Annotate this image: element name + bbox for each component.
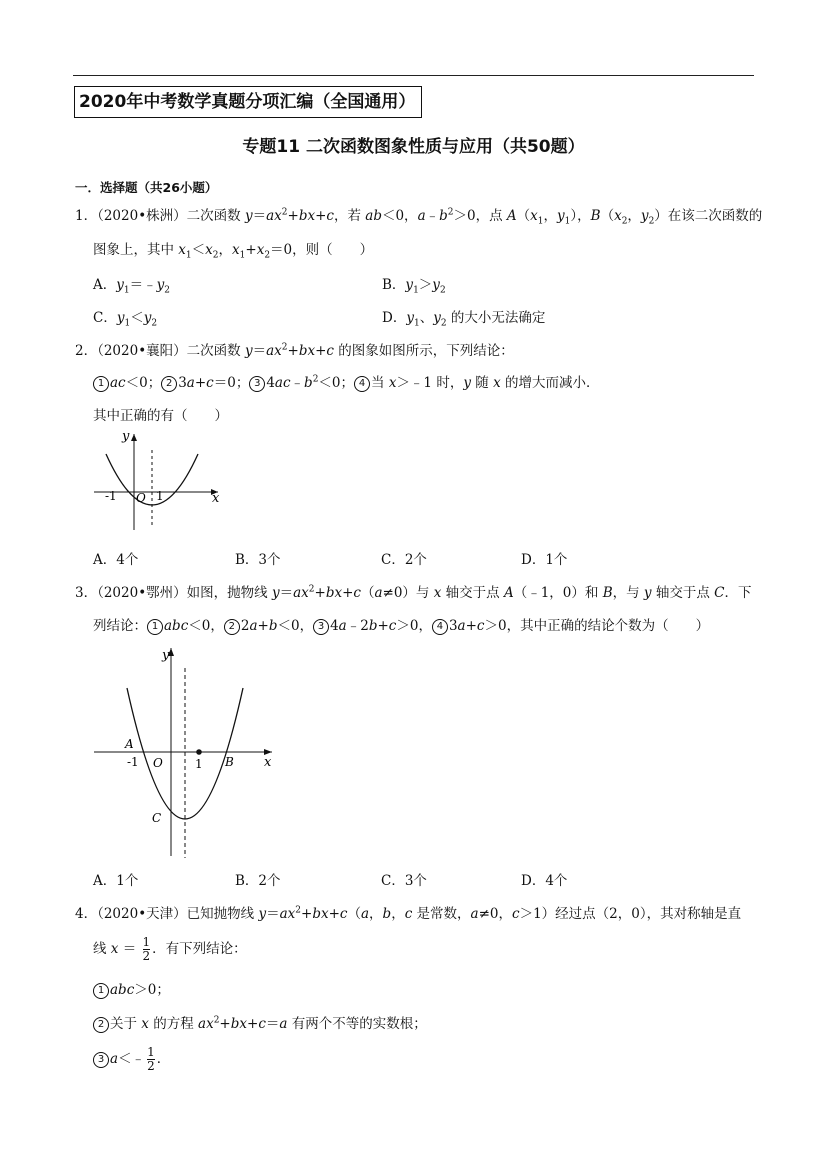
question-3-line-2: 列结论： 1 abc＜0， 2 2a+b＜0， 3 4a﹣2b+c＞0， 4 3a+c＞0，其中正确的结论个数为（ ） (93, 618, 710, 634)
q1-option-c[interactable]: C．$y_1<y_2$ (93, 310, 158, 329)
q3-tick-one: 1 (195, 757, 203, 771)
q2-option-b[interactable]: B．3个 (235, 552, 281, 568)
q3-option-a[interactable]: A．1个 (93, 873, 139, 889)
q2-y-label: y (122, 429, 130, 444)
q1-option-b[interactable]: B．$y_1>y_2$ (382, 277, 446, 296)
q2-source: 2．（2020•襄阳） (75, 343, 187, 359)
q4-statement-1: 1 abc＞0； (93, 981, 170, 999)
q3-option-c[interactable]: C．3个 (381, 873, 427, 889)
q1-source: 1．（2020•株洲） (75, 208, 187, 224)
q1-option-c-label: C． (93, 310, 117, 326)
question-2-prompt: 其中正确的有（ ） (93, 408, 228, 424)
q2-y-axis-arrow (131, 434, 137, 441)
question-3-line-1: 3．（2020•鄂州）如图，抛物线 $y=ax^2+bx+c(a\ne 0)$与 x 轴交于点 A（﹣1，0）和 B，与 y 轴交于点 C．下 (75, 584, 752, 601)
q3-origin-label: O (153, 756, 163, 770)
q2-parabola (106, 454, 198, 505)
question-1-line-1: 1．（2020•株洲）二次函数 $y=ax^2+bx+c$，若 ab＜0，$a﹣b^2>0$，点 $A(x_1$，$y_1$），$B(x_2$，$y_2$）在该二次函数的 (75, 207, 763, 227)
q4-statement-3: 3 a＜﹣ $\frac{1}{2}$ ． (93, 1044, 170, 1074)
top-rule (73, 75, 754, 76)
question-2-line-1: 2．（2020•襄阳）二次函数 $y=ax^2+bx+c$ 的图象如图所示，下列结论： (75, 342, 514, 359)
q1-option-d-label: D． (382, 310, 407, 326)
q3-x-label: x (264, 755, 272, 770)
q2-x-label: x (212, 491, 220, 506)
q3-y-label: y (162, 648, 170, 663)
question-4-line-2: 线 x ＝ $\frac{1}{2}$ ．有下列结论： (93, 935, 247, 963)
q2-origin-label: O (136, 491, 146, 505)
q2-tick-neg-one: -1 (105, 489, 117, 503)
q2-option-c[interactable]: C．2个 (381, 552, 427, 568)
q4-source: 4．（2020•天津） (75, 906, 187, 922)
q3-point-one (196, 749, 202, 755)
q1-option-b-label: B． (382, 277, 406, 293)
question-1-line-2: 图象上，其中 $x_1<x_2$，$x_1+x_2=0$，则（ ） (93, 242, 374, 261)
q3-point-b-label: B (225, 755, 234, 769)
section-heading: 一．选择题（共26小题） (75, 180, 218, 195)
q3-parabola-graph (90, 640, 290, 860)
q3-option-d[interactable]: D．4个 (521, 873, 568, 889)
page-title: 专题11 二次函数图象性质与应用（共50题） (242, 137, 585, 157)
q2-option-a[interactable]: A．4个 (93, 552, 139, 568)
q2-option-d[interactable]: D．1个 (521, 552, 568, 568)
q1-option-d[interactable]: D．$y_1$、$y_2$ 的大小无法确定 (382, 310, 546, 329)
q1-option-a-label: A． (93, 277, 117, 293)
q2-tick-one: 1 (156, 489, 164, 503)
q3-option-b[interactable]: B．2个 (235, 873, 281, 889)
q3-point-c-label: C (152, 811, 162, 825)
q2-parabola-graph (90, 424, 230, 534)
q4-statement-2: 2 关于 x 的方程 $ax^2+bx+c=a$ 有两个不等的实数根； (93, 1015, 427, 1033)
q3-tick-neg-one: -1 (127, 755, 139, 769)
q3-source: 3．（2020•鄂州） (75, 585, 187, 601)
q1-option-a[interactable]: A．$y_1=﹣y_2$ (93, 277, 170, 296)
q3-point-a-label: A (125, 737, 134, 751)
question-2-line-2: 1 ac＜0； 2 3a+c＝0； 3 $4ac﹣b^2<0$； 4 当 x＞﹣1 时，y 随 x 的增大而减小． (93, 374, 599, 392)
series-banner: 2020年中考数学真题分项汇编（全国通用） (74, 86, 422, 118)
question-4-line-1: 4．（2020•天津）已知抛物线 $y=ax^2+bx+c(a$，b，c 是常数，a≠0，c＞1）经过点（2，0），其对称轴是直 (75, 905, 742, 922)
